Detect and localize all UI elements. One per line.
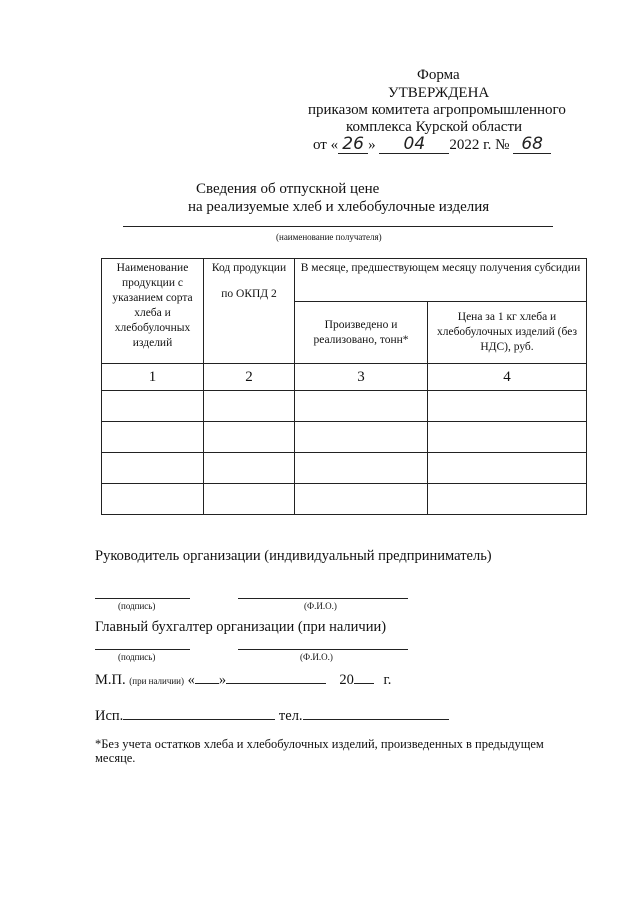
head-signature-line[interactable] (95, 598, 190, 599)
table-cell[interactable] (102, 422, 204, 453)
table-cell[interactable] (295, 453, 428, 484)
table-cell[interactable] (428, 453, 587, 484)
head-label: Руководитель организации (индивидуальный предприниматель) (95, 548, 492, 564)
table-cell[interactable] (295, 391, 428, 422)
head-name-caption: (Ф.И.О.) (304, 601, 337, 611)
mp-small: (при наличии) (129, 676, 184, 686)
head-name-line[interactable] (238, 598, 408, 599)
table-row (102, 422, 587, 453)
table-row (102, 453, 587, 484)
accountant-signature-line[interactable] (95, 649, 190, 650)
col1-header: Наименование продукции с указанием сорта хлеба и хлебобулочных изделий (102, 259, 204, 364)
col3-header: Произведено и реализовано, тонн* (295, 302, 428, 364)
table-cell[interactable] (428, 422, 587, 453)
accountant-name-caption: (Ф.И.О.) (300, 652, 333, 662)
order-line-2: комплекса Курской области (346, 119, 523, 135)
table-cell[interactable] (102, 453, 204, 484)
date-year: 2022 г. № (449, 137, 510, 153)
mp-quote-open: « (187, 672, 195, 688)
table-row (102, 391, 587, 422)
table-row (102, 484, 587, 515)
executor-label: Исп. (95, 708, 124, 724)
approved-label: УТВЕРЖДЕНА (388, 85, 490, 101)
price-table (101, 258, 587, 515)
order-date-line (313, 135, 551, 154)
group-header: В месяце, предшествующем месяцу получения субсидии (295, 259, 587, 302)
order-line-1: приказом комитета агропромышленного (308, 102, 566, 118)
table-cell[interactable] (204, 453, 295, 484)
executor-line (95, 706, 449, 725)
col-number-1: 1 (102, 364, 204, 391)
col2-header-line-b: по ОКПД 2 (221, 288, 277, 300)
executor-field[interactable] (123, 706, 275, 720)
table-cell[interactable] (102, 391, 204, 422)
col4-header: Цена за 1 кг хлеба и хлебобулочных изделий (без НДС), руб. (428, 302, 587, 364)
doc-title-line-1: Сведения об отпускной цене (196, 181, 380, 197)
phone-field[interactable] (303, 706, 449, 720)
order-month: 04 (379, 135, 449, 154)
doc-title-line-2: на реализуемые хлеб и хлебобулочные изделия (188, 199, 490, 215)
mp-prefix: М.П. (95, 672, 126, 688)
date-mid: » (368, 137, 376, 153)
col-number-2: 2 (204, 364, 295, 391)
table-cell[interactable] (428, 391, 587, 422)
head-signature-caption: (подпись) (118, 601, 156, 611)
stamp-month-field[interactable] (226, 670, 326, 684)
recipient-line (123, 226, 553, 227)
order-number: 68 (513, 135, 551, 154)
recipient-caption: (наименование получателя) (276, 232, 382, 242)
stamp-day-field[interactable] (195, 670, 219, 684)
table-cell[interactable] (295, 422, 428, 453)
table-cell[interactable] (204, 391, 295, 422)
date-prefix: от « (313, 137, 339, 153)
form-label: Форма (417, 67, 460, 83)
order-day: 26 (338, 135, 368, 154)
year-prefix: 20 (339, 672, 354, 688)
table-cell[interactable] (428, 484, 587, 515)
table-cell[interactable] (295, 484, 428, 515)
footnote: *Без учета остатков хлеба и хлебобулочных изделий, произведенных в предыдущем месяце. (95, 737, 544, 765)
col2-header (204, 259, 295, 364)
stamp-line (95, 670, 391, 689)
col-number-4: 4 (428, 364, 587, 391)
year-suffix: г. (383, 672, 392, 688)
table-cell[interactable] (102, 484, 204, 515)
phone-label: тел. (278, 708, 303, 724)
col-number-3: 3 (295, 364, 428, 391)
table-cell[interactable] (204, 484, 295, 515)
accountant-name-line[interactable] (238, 649, 408, 650)
stamp-year-field[interactable] (354, 670, 374, 684)
accountant-label: Главный бухгалтер организации (при наличии) (95, 619, 387, 635)
mp-quote-close: » (218, 672, 227, 688)
accountant-signature-caption: (подпись) (118, 652, 156, 662)
table-cell[interactable] (204, 422, 295, 453)
col2-header-line-a: Код продукции (211, 262, 287, 274)
